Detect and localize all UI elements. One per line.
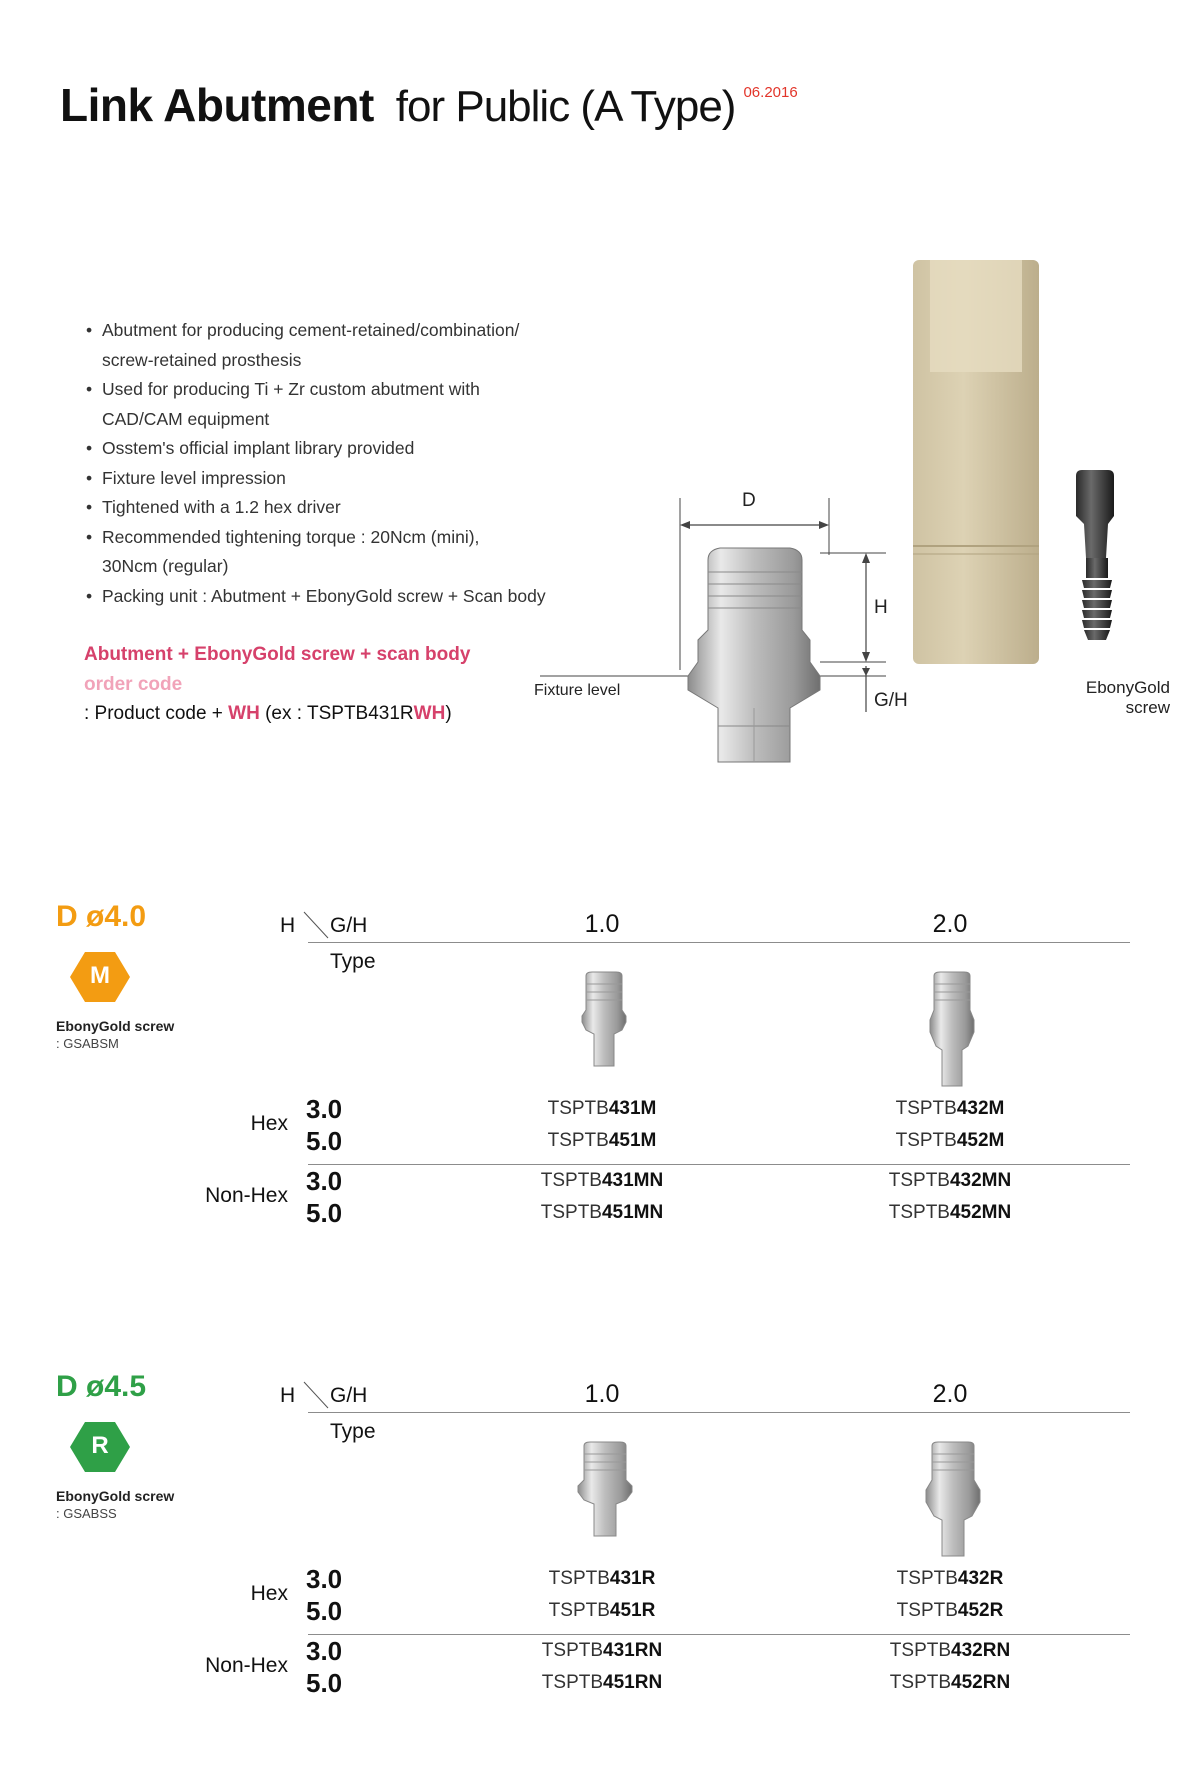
label-d: D — [742, 490, 756, 511]
h-value: 5.0 — [306, 1126, 343, 1156]
abutment-image-2 — [922, 970, 982, 1090]
screw-code: : GSABSS — [56, 1506, 117, 1521]
feature-item: 30Ncm (regular) — [102, 556, 229, 576]
row-label-nonhex: Non-Hex — [205, 1654, 288, 1677]
screw-label-line: EbonyGold — [1085, 678, 1170, 697]
feature-item: • Used for producing Ti + Zr custom abutment with — [86, 375, 606, 405]
header-h: H — [280, 1384, 296, 1407]
product-code: TSPTB451M — [547, 1130, 657, 1151]
product-code: TSPTB452R — [896, 1600, 1004, 1621]
order-line-1: Abutment + EbonyGold screw + scan body — [84, 644, 471, 665]
spec-table-d45 — [0, 1370, 1194, 1710]
screw-thread — [1082, 580, 1112, 640]
feature-item: CAD/CAM equipment — [102, 408, 270, 429]
order-line-2: order code — [84, 673, 183, 695]
feature-item: • Osstem's official implant library provided — [86, 434, 606, 464]
product-code: TSPTB431R — [548, 1568, 656, 1589]
arrow-icon — [862, 668, 870, 676]
product-code: TSPTB452M — [895, 1130, 1005, 1151]
badge-letter: M — [90, 962, 110, 989]
scan-body-flat — [930, 260, 1022, 372]
header-rule — [308, 1412, 1130, 1413]
feature-item: • Abutment for producing cement-retained/combination/ — [86, 316, 606, 346]
product-code: TSPTB452MN — [888, 1202, 1012, 1223]
feature-item: • Fixture level impression — [86, 464, 606, 494]
order-text: ) — [445, 703, 452, 724]
title-sub: for Public (A Type) — [395, 82, 736, 131]
order-suffix: WH — [413, 703, 446, 724]
diagonal-divider — [302, 1380, 332, 1410]
product-code: TSPTB431RN — [541, 1640, 663, 1661]
row-label-nonhex: Non-Hex — [205, 1184, 288, 1207]
header-gh: G/H — [330, 1384, 368, 1407]
screw-code: : GSABSM — [56, 1036, 119, 1051]
h-value: 3.0 — [306, 1636, 343, 1666]
page-title — [60, 78, 798, 132]
arrow-icon — [862, 652, 870, 662]
h-value: 5.0 — [306, 1596, 343, 1626]
product-code: TSPTB451RN — [541, 1672, 663, 1693]
title-date: 06.2016 — [743, 84, 798, 101]
header-type: Type — [330, 950, 376, 973]
order-text: (ex : TSPTB431R — [259, 703, 414, 724]
product-code: TSPTB432MN — [888, 1170, 1012, 1191]
feature-item: screw-retained prosthesis — [102, 349, 302, 370]
table-heading: D ø4.0 — [56, 900, 147, 933]
header-h: H — [280, 914, 296, 937]
product-code: TSPTB451R — [548, 1600, 656, 1621]
h-value: 3.0 — [306, 1564, 343, 1594]
order-line-3 — [84, 699, 470, 729]
arrow-icon — [680, 521, 690, 529]
row-label-hex: Hex — [250, 1112, 288, 1135]
feature-item: • Tightened with a 1.2 hex driver — [86, 493, 606, 523]
product-code: TSPTB431M — [547, 1098, 657, 1119]
screw-label-line: screw — [1125, 698, 1170, 717]
screw-name: EbonyGold screw — [56, 1488, 175, 1504]
feature-item: • Recommended tightening torque : 20Ncm (mini), — [86, 523, 606, 553]
screw-shaft — [1086, 558, 1108, 578]
badge-letter: R — [91, 1432, 109, 1459]
arrow-icon — [862, 553, 870, 563]
order-code-block — [84, 640, 470, 729]
title-main: Link Abutment — [60, 79, 374, 131]
screw-head — [1076, 470, 1114, 558]
gh-value: 1.0 — [584, 1380, 620, 1408]
gh-value: 1.0 — [584, 910, 620, 938]
gh-value: 2.0 — [932, 910, 968, 938]
order-suffix: WH — [228, 703, 260, 724]
product-code: TSPTB431MN — [540, 1170, 664, 1191]
header-gh: G/H — [330, 914, 368, 937]
abutment-image-2 — [918, 1440, 988, 1560]
header-rule — [308, 942, 1130, 943]
order-text: : Product code + — [84, 703, 229, 724]
h-value: 5.0 — [306, 1198, 343, 1228]
diagonal-divider — [302, 910, 332, 940]
screw-label — [1020, 678, 1170, 718]
product-code: TSPTB432R — [896, 1568, 1004, 1589]
row-label-hex: Hex — [250, 1582, 288, 1605]
scan-body-image — [908, 256, 1048, 676]
feature-item: • Packing unit : Abutment + EbonyGold screw + Scan body — [86, 582, 606, 612]
ebonygold-screw-image — [1068, 468, 1128, 668]
product-code: TSPTB432RN — [889, 1640, 1011, 1661]
h-value: 5.0 — [306, 1668, 343, 1698]
abutment-image-1 — [574, 970, 634, 1070]
h-value: 3.0 — [306, 1166, 343, 1196]
header-type: Type — [330, 1420, 376, 1443]
label-fixture-level: Fixture level — [534, 682, 621, 699]
abutment-dimension-diagram — [520, 480, 960, 780]
product-code: TSPTB452RN — [889, 1672, 1011, 1693]
table-heading: D ø4.5 — [56, 1370, 147, 1403]
label-h: H — [874, 597, 888, 618]
gh-value: 2.0 — [932, 1380, 968, 1408]
row-rule — [308, 1634, 1130, 1635]
h-value: 3.0 — [306, 1094, 343, 1124]
product-code: TSPTB432M — [895, 1098, 1005, 1119]
arrow-icon — [819, 521, 829, 529]
label-gh: G/H — [874, 690, 908, 711]
spec-table-d40 — [0, 900, 1194, 1240]
product-code: TSPTB451MN — [540, 1202, 664, 1223]
row-rule — [308, 1164, 1130, 1165]
abutment-image-1 — [570, 1440, 640, 1540]
screw-name: EbonyGold screw — [56, 1018, 175, 1034]
